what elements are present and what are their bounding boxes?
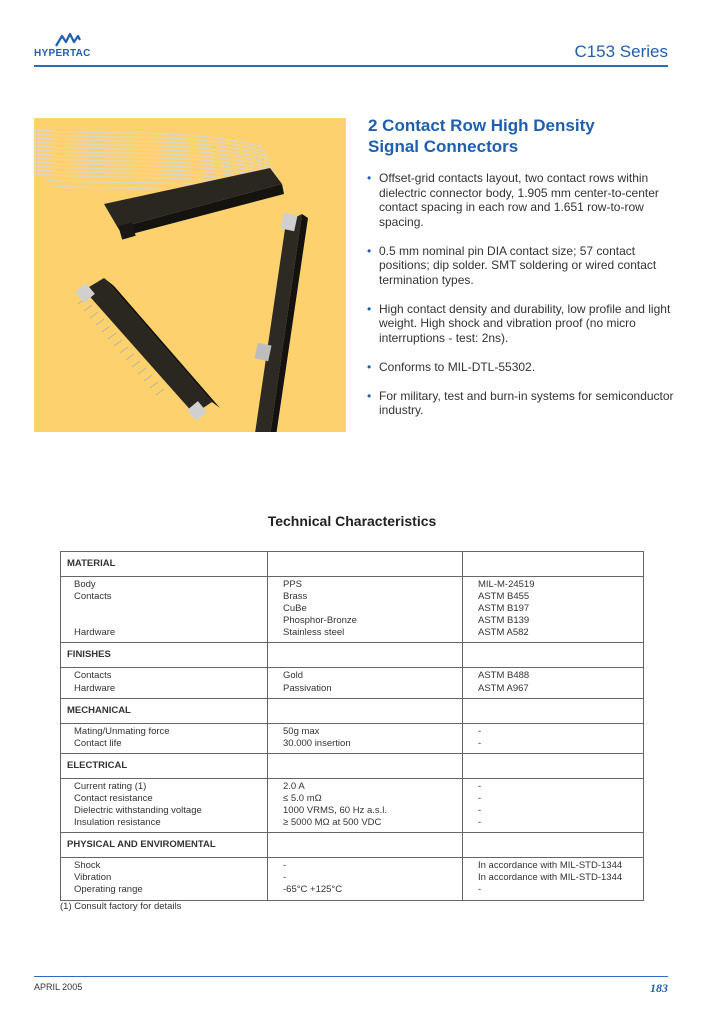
headline-line-2: Signal Connectors xyxy=(368,137,519,156)
footnote: (1) Consult factory for details xyxy=(60,901,182,912)
spec-table xyxy=(60,551,644,901)
table-row: Current rating (1) 2.0 A - xyxy=(74,780,482,792)
header-divider xyxy=(34,65,668,67)
section-physical xyxy=(61,858,643,899)
brand-name: HYPERTAC xyxy=(34,48,91,59)
table-row: Shock - In accordance with MIL-STD-1344 xyxy=(74,860,623,872)
table-row: Body PPS MIL-M-24519 xyxy=(74,579,535,590)
connector-illustration xyxy=(34,118,346,432)
product-photo xyxy=(34,118,346,432)
feature-item: • Offset-grid contacts layout, two contact rows within dielectric connector body, 1.905 mm center-to-center contact spacing in each row and 1.651 row-to-row spacing. xyxy=(367,171,677,229)
table-row: Vibration - In accordance with MIL-STD-1344 xyxy=(74,872,623,884)
section-heading-physical: PHYSICAL AND ENVIROMENTAL xyxy=(61,833,643,858)
table-row: Phosphor-Bronze ASTM B139 xyxy=(283,615,530,627)
table-row: Contacts Brass ASTM B455 xyxy=(74,591,530,603)
technical-characteristics-title: Technical Characteristics xyxy=(267,513,437,529)
table-row: Insulation resistance ≥ 5000 MΩ at 500 VDC - xyxy=(74,817,482,829)
publication-date: APRIL 2005 xyxy=(34,982,83,992)
section-heading-mechanical: MECHANICAL xyxy=(61,699,643,724)
section-heading-material: MATERIAL xyxy=(61,552,643,577)
section-mechanical xyxy=(61,724,643,754)
table-row: Dielectric withstanding voltage 1000 VRMS, 60 Hz a.s.l. - xyxy=(74,805,482,817)
column-divider xyxy=(462,552,463,900)
section-heading-finishes: FINISHES xyxy=(61,643,643,668)
section-finishes xyxy=(61,668,643,698)
table-row: Hardware Passivation ASTM A967 xyxy=(74,682,529,694)
table-row: Hardware Stainless steel ASTM A582 xyxy=(74,627,529,639)
series-title: C153 Series xyxy=(574,42,668,61)
headline-line-1: 2 Contact Row High Density xyxy=(368,116,595,135)
page-number: 183 xyxy=(650,981,668,995)
feature-item: • High contact density and durability, low profile and light weight. High shock and vibration proof (no micro interruptions - test: 2ns). xyxy=(367,302,677,346)
section-material xyxy=(61,577,643,643)
table-row: Contact life 30.000 insertion - xyxy=(74,737,482,749)
table-row: Operating range -65°C +125°C - xyxy=(74,884,482,896)
column-divider xyxy=(267,552,268,900)
table-row: Contacts Gold ASTM B488 xyxy=(74,670,530,682)
feature-item: • For military, test and burn-in systems for semiconductor industry. xyxy=(367,389,677,418)
footer-divider xyxy=(34,976,668,977)
section-heading-electrical: ELECTRICAL xyxy=(61,754,643,779)
section-electrical xyxy=(61,779,643,833)
table-row: Mating/Unmating force 50g max - xyxy=(74,725,482,737)
table-row: CuBe ASTM B197 xyxy=(283,603,530,615)
table-row: Contact resistance ≤ 5.0 mΩ - xyxy=(74,792,482,804)
feature-item: • Conforms to MIL-DTL-55302. xyxy=(367,360,677,375)
feature-item: • 0.5 mm nominal pin DIA contact size; 57 contact positions; dip solder. SMT soldering or wired contact termination types. xyxy=(367,244,677,288)
product-headline xyxy=(368,115,668,157)
feature-list xyxy=(367,171,677,432)
